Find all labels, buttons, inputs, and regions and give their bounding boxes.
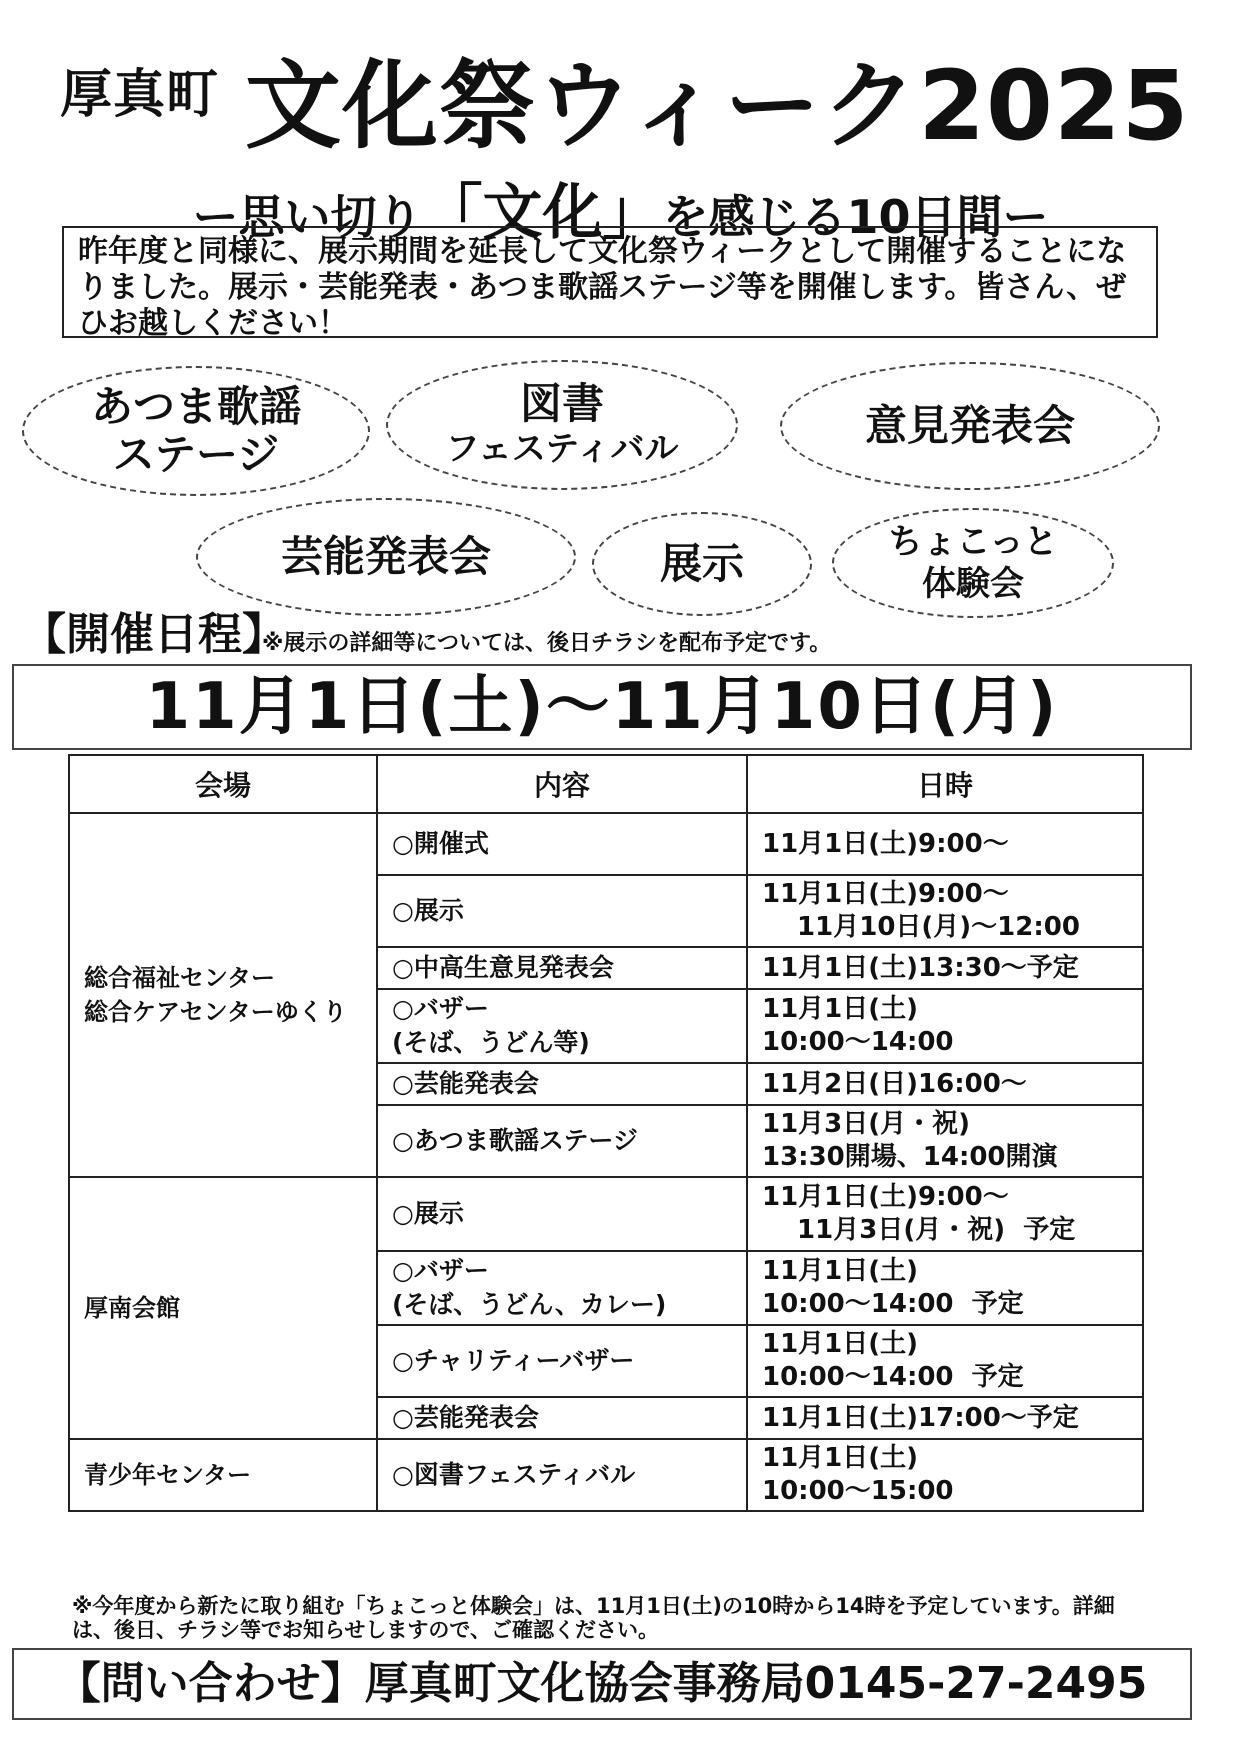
event-oval-kayou-stage bbox=[22, 366, 370, 496]
content-cell: ○芸能発表会 bbox=[377, 1063, 747, 1105]
subtitle-suffix: を感じる10日間ー bbox=[662, 190, 1049, 244]
subtitle-highlight: 「文化」 bbox=[422, 178, 663, 248]
content-cell: ○バザー (そば、うどん等) bbox=[377, 989, 747, 1063]
datetime-cell: 11月1日(土)9:00～ 11月3日(月・祝) 予定 bbox=[747, 1177, 1143, 1251]
datetime-cell: 11月2日(日)16:00～ bbox=[747, 1063, 1143, 1105]
header-datetime: 日時 bbox=[747, 755, 1143, 813]
page-title: 文化祭ウィーク2025 bbox=[245, 50, 1190, 162]
table-header-row bbox=[69, 755, 1143, 813]
content-cell: ○中高生意見発表会 bbox=[377, 947, 747, 989]
event-label: 展示 bbox=[659, 539, 744, 588]
datetime-cell: 11月1日(土)17:00～予定 bbox=[747, 1397, 1143, 1439]
event-period: 11月1日(土)～11月10日(月) bbox=[12, 664, 1192, 750]
event-label: 意見発表会 bbox=[864, 401, 1075, 450]
event-label: 芸能発表会 bbox=[280, 532, 491, 581]
contact-info: 【問い合わせ】厚真町文化協会事務局0145-27-2495 bbox=[12, 1648, 1192, 1720]
content-cell: ○バザー (そば、うどん、カレー) bbox=[377, 1251, 747, 1325]
event-label: 体験会 bbox=[922, 564, 1024, 604]
header-venue: 会場 bbox=[69, 755, 377, 813]
schedule-note: ※展示の詳細等については、後日チラシを配布予定です。 bbox=[262, 631, 832, 656]
datetime-cell: 11月1日(土)9:00～ bbox=[747, 813, 1143, 875]
datetime-cell: 11月1日(土) 10:00～14:00 予定 bbox=[747, 1325, 1143, 1397]
content-cell: ○展示 bbox=[377, 875, 747, 947]
event-oval-exhibition bbox=[592, 512, 812, 616]
title-town: 厚真町 bbox=[60, 65, 220, 125]
event-oval-taiken bbox=[832, 508, 1114, 618]
event-label: フェスティバル bbox=[445, 429, 679, 469]
datetime-cell: 11月1日(土)9:00～ 11月10日(月)～12:00 bbox=[747, 875, 1143, 947]
content-cell: ○チャリティーバザー bbox=[377, 1325, 747, 1397]
venue-cell: 青少年センター bbox=[69, 1439, 377, 1511]
datetime-cell: 11月1日(土) 10:00～15:00 bbox=[747, 1439, 1143, 1511]
table-row bbox=[69, 1439, 1143, 1511]
datetime-cell: 11月1日(土)13:30～予定 bbox=[747, 947, 1143, 989]
table-row bbox=[69, 813, 1143, 875]
datetime-cell: 11月1日(土) 10:00～14:00 予定 bbox=[747, 1251, 1143, 1325]
event-label: あつま歌謡 bbox=[90, 382, 301, 431]
content-cell: ○図書フェスティバル bbox=[377, 1439, 747, 1511]
schedule-table bbox=[68, 754, 1144, 1512]
event-oval-library-festival bbox=[386, 360, 738, 490]
content-cell: ○芸能発表会 bbox=[377, 1397, 747, 1439]
table-row bbox=[69, 1177, 1143, 1251]
event-label: ちょこっと bbox=[888, 522, 1058, 562]
venue-cell: 厚南会館 bbox=[69, 1177, 377, 1439]
event-label: ステージ bbox=[112, 430, 280, 479]
schedule-heading: 【開催日程】 bbox=[22, 609, 286, 660]
header-content: 内容 bbox=[377, 755, 747, 813]
event-oval-opinion bbox=[780, 362, 1160, 490]
footnote: ※今年度から新たに取り組む「ちょこっと体験会」は、11月1日(土)の10時から14時を予定しています。詳細は、後日、チラシ等でお知らせしますので、ご確認ください。 bbox=[72, 1594, 1115, 1642]
intro-text: 昨年度と同様に、展示期間を延長して文化祭ウィークとして開催することになりました。展示・芸能発表・あつま歌謡ステージ等を開催します。皆さん、ぜひお越しください！ bbox=[62, 226, 1158, 338]
content-cell: ○開催式 bbox=[377, 813, 747, 875]
venue-cell: 総合福祉センター 総合ケアセンターゆくり bbox=[69, 813, 377, 1177]
datetime-cell: 11月3日(月・祝) 13:30開場、14:00開演 bbox=[747, 1105, 1143, 1177]
datetime-cell: 11月1日(土) 10:00～14:00 bbox=[747, 989, 1143, 1063]
event-label: 図書 bbox=[519, 379, 604, 428]
content-cell: ○あつま歌謡ステージ bbox=[377, 1105, 747, 1177]
content-cell: ○展示 bbox=[377, 1177, 747, 1251]
subtitle-prefix: ー思い切り bbox=[192, 190, 423, 244]
